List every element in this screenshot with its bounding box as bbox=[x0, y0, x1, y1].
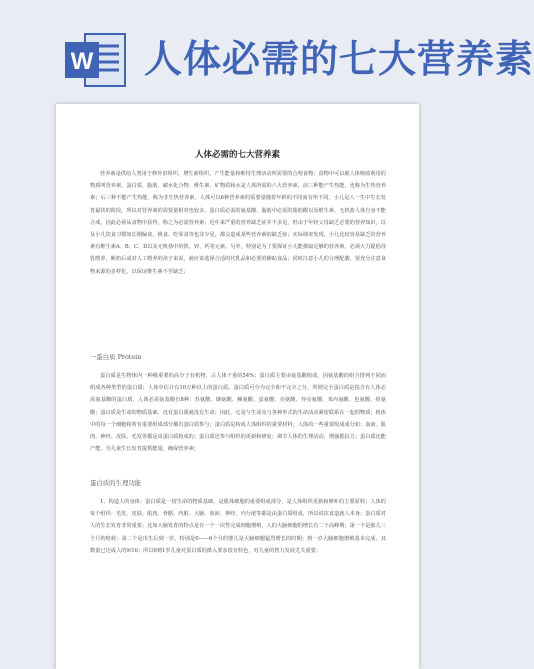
section-heading-protein: 一蛋白质 Protein bbox=[90, 353, 142, 361]
document-title: 人体必需的七大营养素 bbox=[194, 150, 280, 160]
intro-paragraph: 营养素是供给人类用于修补旧组织，增生新组织，产生能量和维持生理活动所需要的合理食物；食物中可以被人体吸收利用的物质叫营养素。蛋白质、脂肪、碳水化合物、维生素、矿物质和水是人体所需的六大营养素，前三种能产生热能，也称为生热营养素；后三种不能产生热能，称为非生热营养素。人体可以6种营养素的需要量随着年龄的不同而有所不同，小儿是人一生中生长发育最快的阶段，所以对营养素的需要量相对也较多。蛋白质必需的氨基酸、脂肪中必需的脂肪酸以及维生素、无机盐人体自身不能合成，因此必须从食物中获得，称之为必需营养素；近年来严重的营养缺乏症并不多见，但由于年轻父母缺乏必要的营养知识，以及小儿饮食习惯如长期偏食、挑食、吃零食等也非少见，都会造成某些营养素的缺乏症；实际调查发现，小儿比较容易缺乏的营养素有维生素A、B、C、D以及无机盐中的铁、锌、钙等元素。另外，特别是为了要保证小儿能摄取足够的营养素，必须大力提倡母乳喂养，断奶后或对人工喂养的孩子来说，就应该选择合适的代乳品和必要的辅助食品；同时注意小儿的合理配膳，要充分注意食物来源的多样化，以保证维生素不至缺乏； bbox=[90, 171, 386, 275]
document-page bbox=[56, 104, 419, 669]
section-heading-functions: 蛋白质的生理功能 bbox=[90, 479, 142, 487]
word-logo-letter: W bbox=[70, 48, 94, 75]
word-document-icon bbox=[63, 30, 131, 90]
banner-title: 人体必需的七大营养素 bbox=[144, 37, 534, 81]
protein-paragraph: 蛋白质是生物体内一种极重要的高分子有机物，占人体干重的54%；蛋白质主要由氨基酸组成，因氨基酸的组合排列不同而组成各种类型的蛋白质；人体中估计有10万种以上的蛋白质。蛋白质可分为完全和不完全之分，所谓完全蛋白质是指含有人体必需氨基酸的蛋白质，人体必需氨基酸有8种：苏氨酸、缬氨酸、赖氨酸、蛋氨酸、亮氨酸、异亮氨酸、苯丙氨酸、色氨酸、组氨酸；蛋白质是生命的物质基础，没有蛋白质就没有生命；因此，它是与生命及与各种形式的生命活动紧密联系在一起的物质；机体中的每一个细胞和所有重要组成部分都有蛋白质参与；蛋白质是构成人体组织的重要材料；人体的一些重要组成成分如：血液、肌肉、神经、皮肤、毛发等都是由蛋白质构成的；蛋白质还参与组织的更新和修复；调节人体的生理活动，增强抵抗力；蛋白质还能产能，为儿童生长发育提供能量，确保营养素； bbox=[90, 373, 386, 453]
functions-paragraph: 1、构造人的身体：蛋白质是一切生命的物质基础，是肌体细胞的重要组成部分，是人体组织更新和修补的主要原料；人体的每个组织：毛发、皮肤、肌肉、骨骼、内脏、大脑、血液、神经、内分泌等都是由蛋白质组成，所以说饮食造就人本身；蛋白质对人的生长发育非常重要；比如大脑发育的特点是有一个一次性完成细胞增殖，人的大脑细胞的增长有二个高峰期；第一个是胎儿三个月的时候；第二个是出生后到一岁，特别是0——6个月的婴儿是大脑细胞猛烈增长的时期；到一岁大脑细胞增殖基本完成，其数量已达成人的9/10；所以0到1岁儿童对蛋白质的摄入要求很有特色，对儿童的智力发展尤关重要； bbox=[90, 499, 386, 554]
banner-header bbox=[0, 0, 534, 104]
